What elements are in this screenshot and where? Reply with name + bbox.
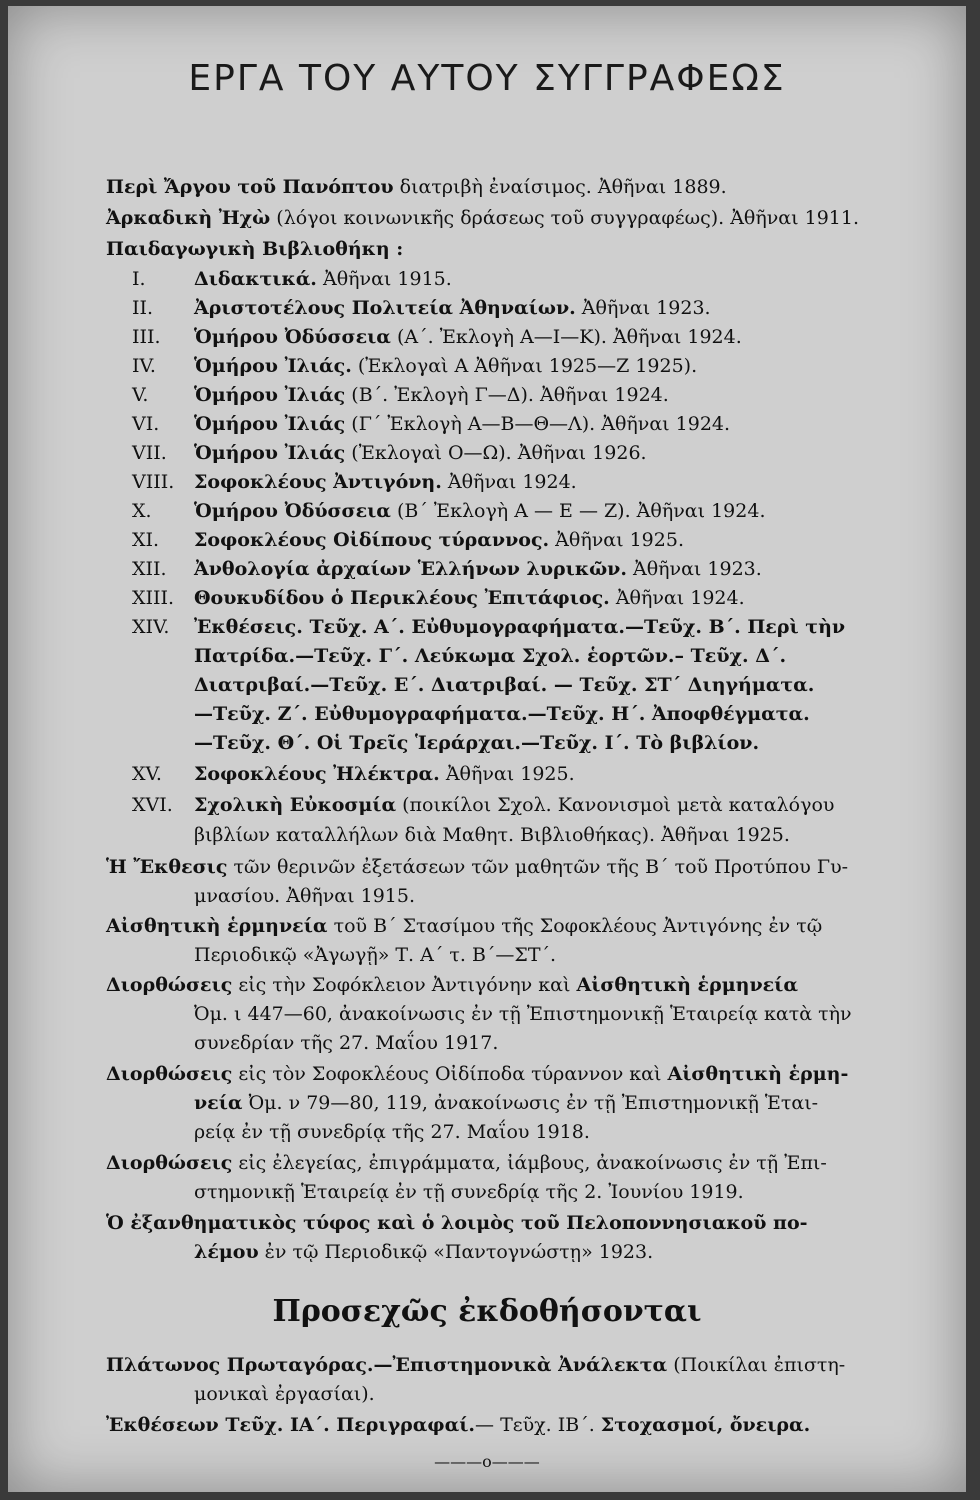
page-title: ΕΡΓΑ ΤΟΥ ΑΥΤΟΥ ΣΥΓΓΡΑΦΕΩΣ: [188, 58, 786, 99]
work-diorthoseis-antigone-cont: Ὀμ. ι 447—60, ἀνακοίνωσις ἐν τῇ Ἐπιστημονικῇ Ἑταιρείᾳ κατὰ τὴν: [194, 1003, 852, 1025]
library-item-xiv-cont: —Τεῦχ. Ζ΄. Εὐθυμογραφήματα.—Τεῦχ. Η΄. Ἀποφθέγματα.: [194, 703, 810, 725]
work-aisthitiki: Αἰσθητικὴ ἑρμηνεία τοῦ Β΄ Στασίμου τῆς Σοφοκλέους Ἀντιγόνης ἐν τῷ: [106, 915, 823, 937]
forthcoming-plato-cont: μονικαὶ ἐργασίαι).: [194, 1383, 375, 1405]
library-item: VIII. Σοφοκλέους Ἀντιγόνη. Ἀθῆναι 1924.: [132, 471, 577, 493]
library-item: II. Ἀριστοτέλους Πολιτεία Ἀθηναίων. Ἀθῆναι 1923.: [132, 297, 711, 319]
library-item: XII. Ἀνθολογία ἀρχαίων Ἑλλήνων λυρικῶν. Ἀθῆναι 1923.: [132, 558, 762, 580]
library-item: VII. Ὁμήρου Ἰλιάς (Ἐκλογαὶ Ο—Ω). Ἀθῆναι 1926.: [132, 442, 647, 464]
library-item-xiv-cont: Πατρίδα.—Τεῦχ. Γ΄. Λεύκωμα Σχολ. ἑορτῶν.– Τεῦχ. Δ΄.: [194, 645, 787, 667]
forthcoming-ektheseis: Ἐκθέσεων Τεῦχ. ΙΑ΄. Περιγραφαί.— Τεῦχ. ΙΒ΄. Στοχασμοί, ὄνειρα.: [106, 1414, 811, 1436]
work-diorthoseis-elegies-cont: στημονικῇ Ἑταιρείᾳ ἐν τῇ συνεδρίᾳ τῆς 2. Ἰουνίου 1919.: [194, 1181, 744, 1203]
library-item: V. Ὁμήρου Ἰλιάς (Β΄. Ἐκλογὴ Γ—Δ). Ἀθῆναι 1924.: [132, 384, 669, 406]
library-item-xiv: XIV. Ἐκθέσεις. Τεῦχ. Α΄. Εὐθυμογραφήματα.—Τεῦχ. Β΄. Περὶ τὴν: [132, 616, 846, 638]
library-item-xvi-cont: βιβλίων καταλλήλων διὰ Μαθητ. Βιβλιοθήκας). Ἀθῆναι 1925.: [194, 824, 790, 846]
library-item-xiv-cont: —Τεῦχ. Θ΄. Οἱ Τρεῖς Ἱεράρχαι.—Τεῦχ. Ι΄. Τὸ βιβλίον.: [194, 732, 760, 754]
library-item: III. Ὁμήρου Ὀδύσσεια (Α΄. Ἐκλογὴ Α—Ι—Κ). Ἀθῆναι 1924.: [132, 326, 742, 348]
library-item: XI. Σοφοκλέους Οἰδίπους τύραννος. Ἀθῆναι 1925.: [132, 529, 684, 551]
library-item-xvi: XVI. Σχολικὴ Εὐκοσμία (ποικίλοι Σχολ. Κανονισμοὶ μετὰ καταλόγου: [132, 794, 835, 816]
library-item: VI. Ὁμήρου Ἰλιάς (Γ΄ Ἐκλογὴ Α—Β—Θ—Λ). Ἀθῆναι 1924.: [132, 413, 731, 435]
work-diorthoseis-antigone: Διορθώσεις εἰς τὴν Σοφόκλειον Ἀντιγόνην καὶ Αἰσθητικὴ ἑρμηνεία: [106, 974, 798, 996]
work-ekthesis: Ἡ Ἔκθεσις τῶν θερινῶν ἐξετάσεων τῶν μαθητῶν τῆς Β΄ τοῦ Προτύπου Γυ-: [106, 856, 849, 878]
library-item-xiv-cont: Διατριβαί.—Τεῦχ. Ε΄. Διατριβαί. — Τεῦχ. ΣΤ΄ Διηγήματα.: [194, 674, 815, 696]
library-item: X. Ὁμήρου Ὀδύσσεια (Β΄ Ἐκλογὴ Α — Ε — Ζ). Ἀθῆναι 1924.: [132, 500, 766, 522]
work-aisthitiki-cont: Περιοδικῷ «Ἀγωγῇ» Τ. Α΄ τ. Β΄—ΣΤ΄.: [194, 944, 557, 966]
library-item-xv: XV. Σοφοκλέους Ἠλέκτρα. Ἀθῆναι 1925.: [132, 763, 575, 785]
work-arkadiki-icho: Ἀρκαδικὴ Ἠχὼ (λόγοι κοινωνικῆς δράσεως τοῦ συγγραφέως). Ἀθῆναι 1911.: [106, 207, 860, 229]
library-item: IV. Ὁμήρου Ἰλιάς. (Ἐκλογαὶ Α Ἀθῆναι 1925—Ζ 1925).: [132, 355, 698, 377]
library-item: XIII. Θουκυδίδου ὁ Περικλέους Ἐπιτάφιος. Ἀθῆναι 1924.: [132, 587, 745, 609]
work-diorthoseis-oedipus-cont: νεία Ὀμ. ν 79—80, 119, ἀνακοίνωσις ἐν τῇ Ἐπιστημονικῇ Ἑται-: [194, 1092, 819, 1114]
work-diorthoseis-oedipus: Διορθώσεις εἰς τὸν Σοφοκλέους Οἰδίποδα τύραννον καὶ Αἰσθητικὴ ἑρμη-: [106, 1063, 849, 1085]
work-diorthoseis-elegies: Διορθώσεις εἰς ἐλεγείας, ἐπιγράμματα, ἰάμβους, ἀνακοίνωσις ἐν τῇ Ἐπι-: [106, 1152, 827, 1174]
forthcoming-plato: Πλάτωνος Πρωταγόρας.—Ἐπιστημονικὰ Ἀνάλεκτα (Ποικίλαι ἐπιστη-: [106, 1354, 846, 1376]
book-page: [8, 6, 966, 1492]
end-ornament: ———o———: [434, 1452, 540, 1471]
work-diorthoseis-antigone-cont: συνεδρίαν τῆς 27. Μαΐου 1917.: [194, 1032, 499, 1054]
work-ekthesis-cont: μνασίου. Ἀθῆναι 1915.: [194, 885, 416, 907]
forthcoming-heading: Προσεχῶς ἐκδοθήσονται: [272, 1294, 702, 1329]
work-typhos: Ὁ ἐξανθηματικὸς τύφος καὶ ὁ λοιμὸς τοῦ Πελοποννησιακοῦ πο-: [106, 1212, 808, 1234]
work-typhos-cont: λέμου ἐν τῷ Περιοδικῷ «Παντογνώστῃ» 1923.: [194, 1241, 654, 1263]
work-paidagogiki-vivliothiki: Παιδαγωγικὴ Βιβλιοθήκη :: [106, 238, 404, 260]
work-diorthoseis-oedipus-cont: ρείᾳ ἐν τῇ συνεδρίᾳ τῆς 27. Μαΐου 1918.: [194, 1121, 590, 1143]
work-argos: Περὶ Ἄργου τοῦ Πανόπτου διατριβὴ ἐναίσιμος. Ἀθῆναι 1889.: [106, 176, 727, 198]
library-item: I. Διδακτικά. Ἀθῆναι 1915.: [132, 268, 452, 290]
